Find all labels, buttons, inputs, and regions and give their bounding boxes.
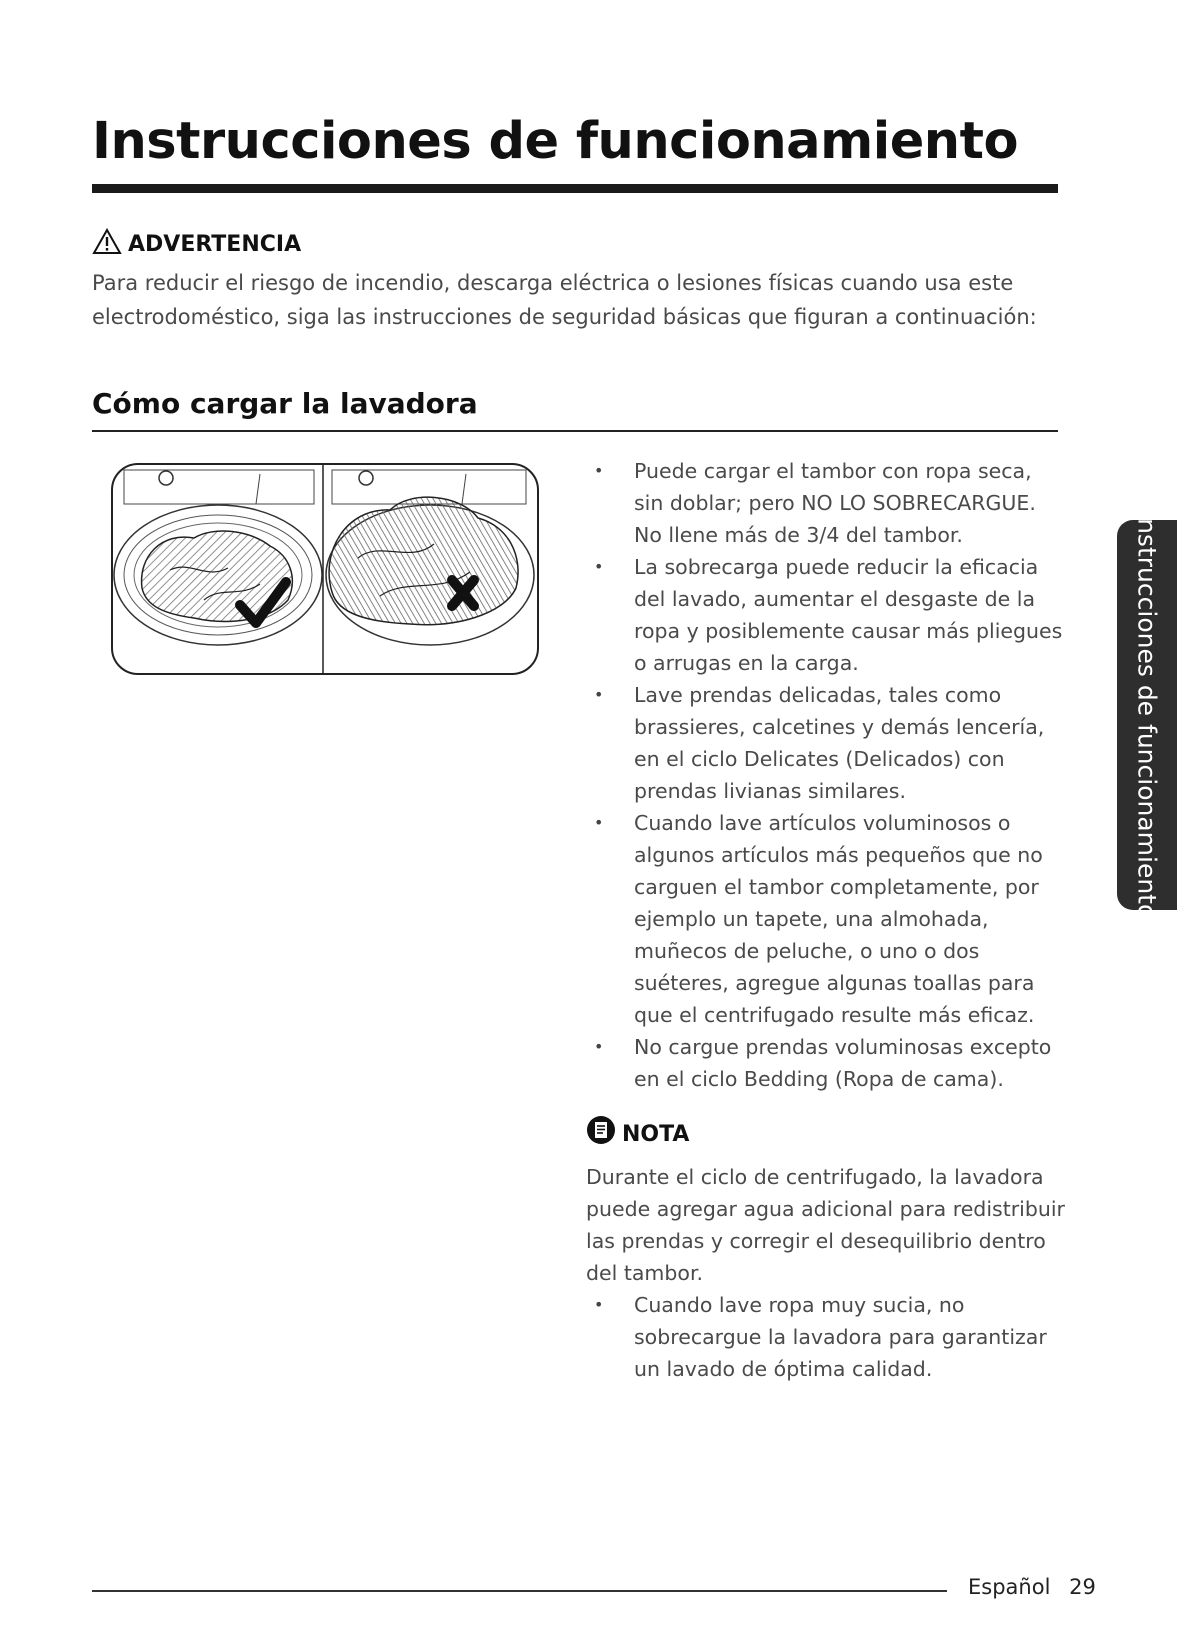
list-item: • Puede cargar el tambor con ropa seca, sin doblar; pero NO LO SOBRECARGUE. No llene más de 3/4 del tambor. bbox=[586, 455, 1066, 551]
list-item: • Cuando lave ropa muy sucia, no sobrecargue la lavadora para garantizar un lavado de óptima calidad. bbox=[586, 1289, 1066, 1385]
note-list bbox=[586, 1289, 1066, 1385]
page-number: 29 bbox=[1069, 1575, 1096, 1599]
warning-triangle-icon bbox=[92, 228, 122, 261]
side-tab-label: Instrucciones de funcionamiento bbox=[1132, 510, 1162, 920]
list-item: • Lave prendas delicadas, tales como brassieres, calcetines y demás lencería, en el ciclo Delicates (Delicados) con prendas livianas similares. bbox=[586, 679, 1066, 807]
note-heading bbox=[586, 1115, 1066, 1155]
footer-rule bbox=[92, 1590, 947, 1592]
section-rule bbox=[92, 430, 1058, 432]
washer-loading-illustration bbox=[110, 460, 540, 678]
list-item: • Cuando lave artículos voluminosos o algunos artículos más pequeños que no carguen el tambor completamente, por ejemplo un tapete, una almohada, muñecos de peluche, o uno o dos suéteres, agregue algunas toallas para que el centrifugado resulte más eficaz. bbox=[586, 807, 1066, 1031]
loading-tips-list bbox=[586, 455, 1066, 1095]
note-icon bbox=[586, 1115, 616, 1155]
chapter-side-tab bbox=[1117, 510, 1177, 920]
note-text: Durante el ciclo de centrifugado, la lavadora puede agregar agua adicional para redistribuir las prendas y corregir el desequilibrio dentro del tambor. bbox=[586, 1165, 1065, 1285]
note-label: NOTA bbox=[622, 1122, 690, 1147]
title-rule bbox=[92, 184, 1058, 193]
loading-instructions bbox=[586, 455, 1066, 1385]
section-heading: Cómo cargar la lavadora bbox=[92, 387, 478, 420]
warning-heading bbox=[92, 228, 301, 261]
footer-language: Español bbox=[968, 1575, 1051, 1599]
page-footer bbox=[968, 1575, 1096, 1599]
list-item: • No cargue prendas voluminosas excepto en el ciclo Bedding (Ropa de cama). bbox=[586, 1031, 1066, 1095]
page-title: Instrucciones de funcionamiento bbox=[92, 112, 1019, 171]
list-item: • La sobrecarga puede reducir la eficacia del lavado, aumentar el desgaste de la ropa y posiblemente causar más pliegues o arrugas en la carga. bbox=[586, 551, 1066, 679]
warning-label: ADVERTENCIA bbox=[128, 232, 302, 257]
warning-text: Para reducir el riesgo de incendio, descarga eléctrica o lesiones físicas cuando usa este electrodoméstico, siga las instrucciones de seguridad básicas que figuran a continuación: bbox=[92, 271, 1037, 329]
